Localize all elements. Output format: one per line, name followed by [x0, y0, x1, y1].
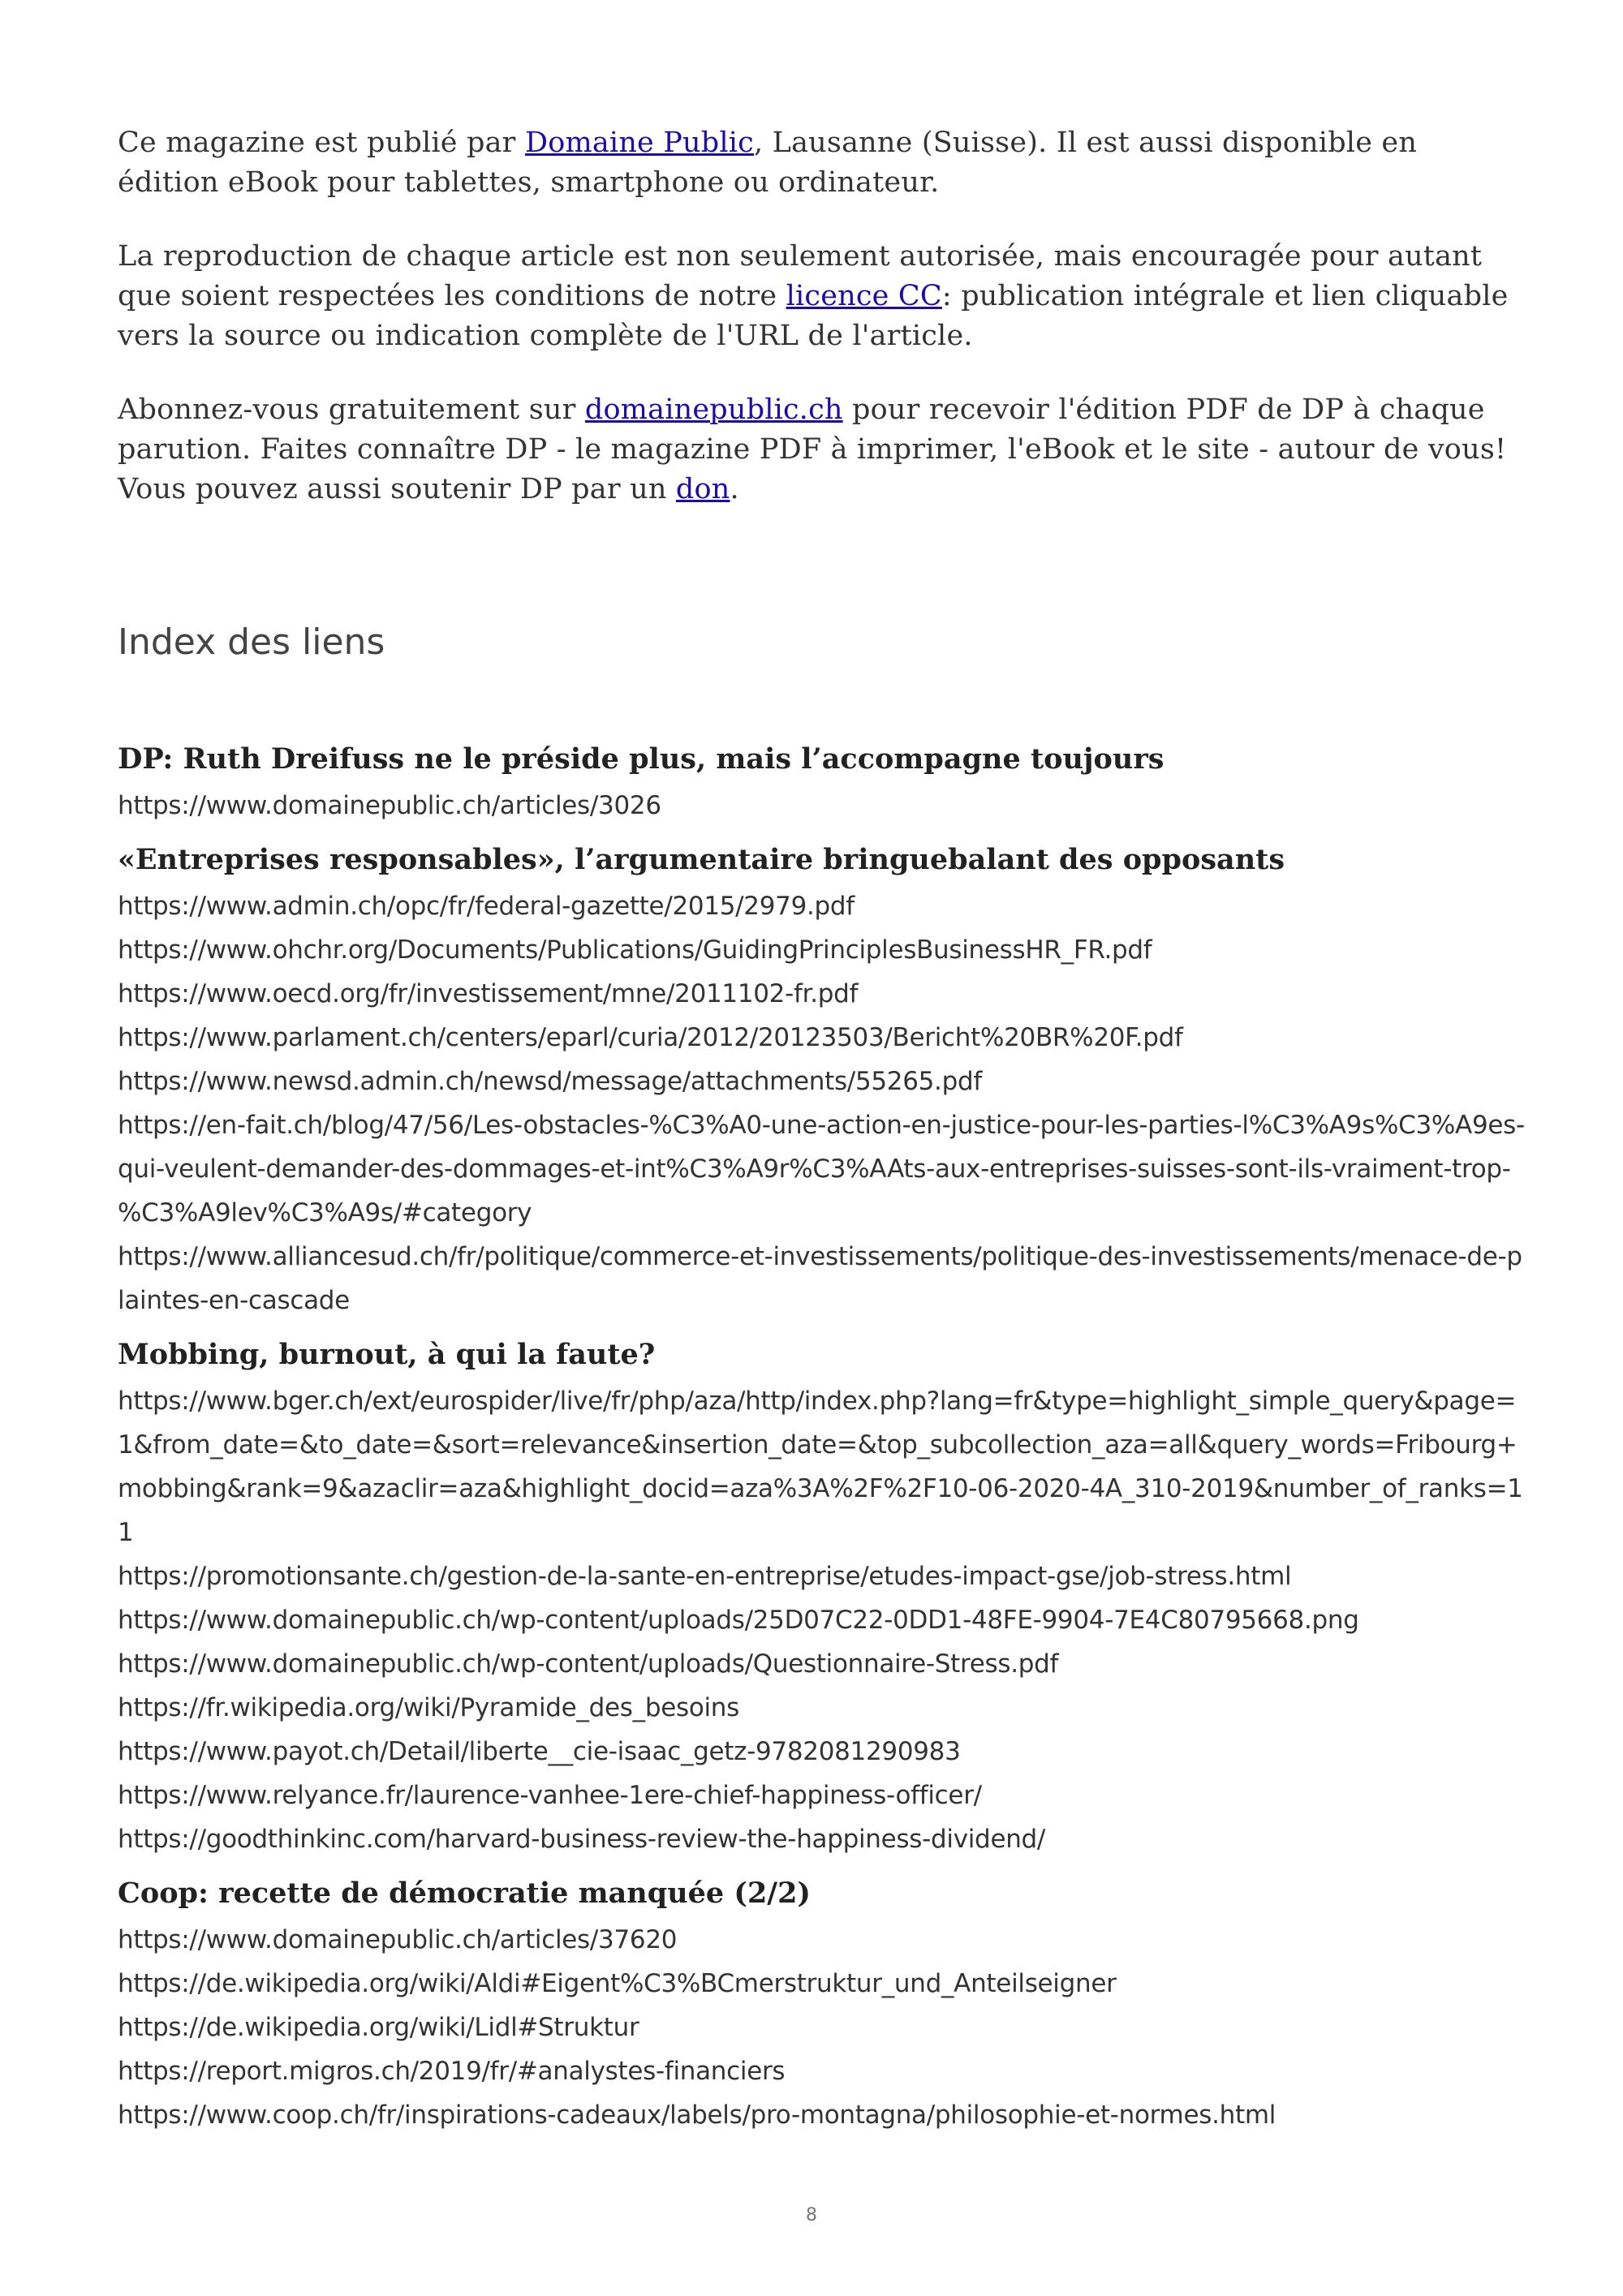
- link-item[interactable]: https://www.ohchr.org/Documents/Publications/GuidingPrinciplesBusinessHR_FR.pdf: [118, 935, 1152, 965]
- section-title: DP: Ruth Dreifuss ne le préside plus, mais l’accompagne toujours: [118, 742, 1165, 776]
- intro-text: La reproduction de chaque article est non seulement autorisée, mais encouragée pour autant que soient respectées les conditions de notre: [118, 240, 1483, 312]
- link-item[interactable]: https://www.domainepublic.ch/wp-content/uploads/Questionnaire-Stress.pdf: [118, 1649, 1059, 1679]
- intro-paragraph-subscribe: [118, 390, 1511, 510]
- intro-text: Abonnez-vous gratuitement sur: [118, 393, 585, 426]
- link-item[interactable]: https://en-fait.ch/blog/47/56/Les-obstacles-%C3%A0-une-action-en-justice-pour-les-parties-l%C3%A9s%C3%A9es-qui-veulent-demander-des-dommages-et-int%C3%A9r%C3%AAts-aux-entreprises-suisses-sont-ils-vraiment-trop-%C3%A9lev%C3%A9s/#category: [118, 1111, 1525, 1228]
- link-item[interactable]: https://www.bger.ch/ext/eurospider/live/fr/php/aza/http/index.php?lang=fr&type=highlight_simple_query&page=1&from_date=&to_date=&sort=relevance&insertion_date=&top_subcollection_aza=all&query_words=Fribourg+mobbing&rank=9&azaclir=aza&highlight_docid=aza%3A%2F%2F10-06-2020-4A_310-2019&number_of_ranks=11: [118, 1387, 1523, 1547]
- index-title: Index des liens: [118, 621, 385, 663]
- index-section: [118, 1334, 1526, 1861]
- link-item[interactable]: https://de.wikipedia.org/wiki/Lidl#Struktur: [118, 2013, 639, 2042]
- link-item[interactable]: https://www.oecd.org/fr/investissement/mne/2011102-fr.pdf: [118, 979, 859, 1008]
- link-item[interactable]: https://report.migros.ch/2019/fr/#analystes-financiers: [118, 2057, 786, 2086]
- don-link[interactable]: don: [675, 473, 730, 505]
- link-item[interactable]: https://www.domainepublic.ch/articles/3026: [118, 791, 661, 820]
- intro-text: .: [730, 473, 739, 505]
- section-title: Coop: recette de démocratie manquée (2/2): [118, 1877, 811, 1910]
- link-item[interactable]: https://promotionsante.ch/gestion-de-la-sante-en-entreprise/etudes-impact-gse/job-stress.html: [118, 1562, 1292, 1591]
- intro-text: Ce magazine est publié par: [118, 127, 525, 159]
- link-item[interactable]: https://de.wikipedia.org/wiki/Aldi#Eigent%C3%BCmerstruktur_und_Anteilseigner: [118, 1969, 1117, 1998]
- domaine-public-link[interactable]: Domaine Public: [524, 127, 754, 159]
- link-item[interactable]: https://www.relyance.fr/laurence-vanhee-1ere-chief-happiness-officer/: [118, 1781, 982, 1810]
- link-item[interactable]: https://www.admin.ch/opc/fr/federal-gazette/2015/2979.pdf: [118, 892, 855, 921]
- link-index: [118, 738, 1526, 2148]
- link-item[interactable]: https://www.alliancesud.ch/fr/politique/commerce-et-investissements/politique-des-investissements/menace-de-plaintes-en-cascade: [118, 1242, 1522, 1315]
- index-section: [118, 738, 1526, 828]
- link-item[interactable]: https://www.parlament.ch/centers/eparl/curia/2012/20123503/Bericht%20BR%20F.pdf: [118, 1023, 1183, 1052]
- link-item[interactable]: https://fr.wikipedia.org/wiki/Pyramide_des_besoins: [118, 1693, 739, 1722]
- link-list: [118, 1918, 1526, 2137]
- intro-text: pour recevoir l'édition PDF de DP à chaque parution. Faites connaître DP - le magazine PDF à imprimer, l'eBook et le site - autour de vous! Vous pouvez aussi soutenir DP par un: [118, 393, 1507, 505]
- section-title: Mobbing, burnout, à qui la faute?: [118, 1338, 656, 1371]
- link-item[interactable]: https://www.coop.ch/fr/inspirations-cadeaux/labels/pro-montagna/philosophie-et-normes.html: [118, 2100, 1276, 2130]
- link-item[interactable]: https://www.domainepublic.ch/wp-content/uploads/25D07C22-0DD1-48FE-9904-7E4C80795668.png: [118, 1606, 1359, 1635]
- link-item[interactable]: https://www.newsd.admin.ch/newsd/message/attachments/55265.pdf: [118, 1067, 982, 1096]
- index-section: [118, 1872, 1526, 2137]
- link-item[interactable]: https://www.domainepublic.ch/articles/37620: [118, 1925, 678, 1954]
- link-item[interactable]: https://goodthinkinc.com/harvard-business-review-the-happiness-dividend/: [118, 1825, 1046, 1854]
- index-section: [118, 839, 1526, 1322]
- intro-block: [118, 123, 1511, 510]
- licence-cc-link[interactable]: licence CC: [786, 280, 942, 312]
- intro-paragraph-publisher: [118, 123, 1511, 203]
- link-list: [118, 1379, 1526, 1861]
- intro-paragraph-license: [118, 237, 1511, 356]
- link-list: [118, 884, 1526, 1322]
- link-list: [118, 784, 1526, 828]
- intro-text: : publication intégrale et lien cliquable vers la source ou indication complète de l'URL de l'article.: [118, 280, 1509, 352]
- link-item[interactable]: https://www.payot.ch/Detail/liberte__cie-isaac_getz-9782081290983: [118, 1737, 961, 1766]
- section-title: «Entreprises responsables», l’argumentaire bringuebalant des opposants: [118, 843, 1285, 876]
- intro-text: , Lausanne (Suisse). Il est aussi disponible en édition eBook pour tablettes, smartphone ou ordinateur.: [118, 127, 1418, 199]
- page-number: 8: [806, 2205, 817, 2225]
- domainepublic-link[interactable]: domainepublic.ch: [584, 393, 843, 426]
